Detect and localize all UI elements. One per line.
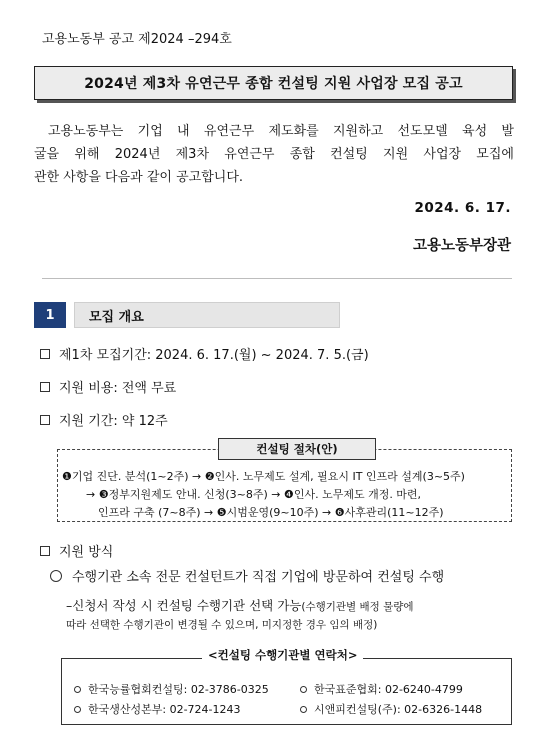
method-sub-note: (수행기관별 배정 물량에	[301, 601, 414, 613]
procedure-line-3: 인프라 구축 (7~8주) → ❺시범운영(9~10주) → ❻사후관리(11~12주)	[98, 506, 444, 519]
circle-bullet-icon	[74, 706, 81, 713]
intro-paragraph	[34, 120, 514, 189]
page-title: 2024년 제3차 유연근무 종합 컨설팅 지원 사업장 모집 공고	[84, 76, 463, 92]
section-title	[74, 302, 340, 328]
method-sub-main: –신청서 작성 시 컨설팅 수행기관 선택 가능	[66, 598, 302, 613]
item-text: 제1차 모집기간: 2024. 6. 17.(월) ~ 2024. 7. 5.(금)	[59, 348, 369, 363]
circle-bullet-icon	[300, 686, 307, 693]
notice-number: 고용노동부 공고 제2024 –294호	[42, 32, 232, 47]
item-text: 지원 비용: 전액 무료	[59, 381, 177, 396]
method-sub-line-2: 따라 선택한 수행기관이 변경될 수 있으며, 미지정한 경우 임의 배정)	[66, 619, 378, 631]
contact-text: 한국생산성본부: 02-724-1243	[88, 703, 241, 716]
procedure-line-2: → ❸정부지원제도 안내. 신청(3~8주) → ❹인사. 노무제도 개정. 마련,	[86, 488, 422, 501]
item-text: 지원 방식	[59, 545, 114, 560]
checkbox-bullet-icon	[40, 382, 50, 392]
list-item-cost	[40, 377, 176, 396]
section-number: 1	[34, 302, 66, 328]
intro-line-1: 고용노동부는 기업 내 유연근무 제도화를 지원하고 선도모델 육성 발	[48, 124, 514, 139]
list-item-method	[40, 541, 113, 560]
intro-line-2: 굴을 위해 2024년 제3차 유연근무 종합 컨설팅 지원 사업장 모집에	[34, 147, 514, 162]
divider	[42, 278, 512, 279]
procedure-line-1: ❶기업 진단. 분석(1~2주) → ❷인사. 노무제도 설계, 필요시 IT 인프라 설계(3~5주)	[62, 470, 465, 483]
contact-box-label: <컨설팅 수행기관별 연락처>	[202, 647, 363, 663]
checkbox-bullet-icon	[40, 546, 50, 556]
procedure-label	[218, 438, 376, 460]
checkbox-bullet-icon	[40, 349, 50, 359]
circle-bullet-icon	[300, 706, 307, 713]
issuer: 고용노동부장관	[412, 238, 511, 254]
item-text: 지원 기간: 약 12주	[59, 414, 168, 429]
section-title-text: 모집 개요	[89, 309, 144, 325]
list-item-recruit-period	[40, 344, 369, 363]
contact-text: 한국능률협회컨설팅: 02-3786-0325	[88, 683, 269, 696]
contact-entry	[74, 681, 269, 697]
contact-entry	[300, 701, 482, 717]
intro-line-3: 관한 사항을 다음과 같이 공고합니다.	[34, 170, 244, 185]
circle-bullet-icon	[74, 686, 81, 693]
contact-entry	[74, 701, 241, 717]
title-box	[34, 66, 513, 100]
contact-text: 시앤피컨설팅(주): 02-6326-1448	[314, 703, 483, 716]
method-point	[50, 566, 444, 585]
contact-entry	[300, 681, 463, 697]
circle-bullet-icon	[50, 570, 62, 582]
method-sub-line-1	[66, 596, 414, 614]
method-point-text: 수행기관 소속 전문 컨설턴트가 직접 기업에 방문하여 컨설팅 수행	[72, 570, 445, 585]
list-item-duration	[40, 410, 168, 429]
procedure-label-text: 컨설팅 절차(안)	[256, 442, 338, 456]
checkbox-bullet-icon	[40, 415, 50, 425]
contact-text: 한국표준협회: 02-6240-4799	[314, 683, 463, 696]
notice-date: 2024. 6. 17.	[414, 200, 511, 216]
